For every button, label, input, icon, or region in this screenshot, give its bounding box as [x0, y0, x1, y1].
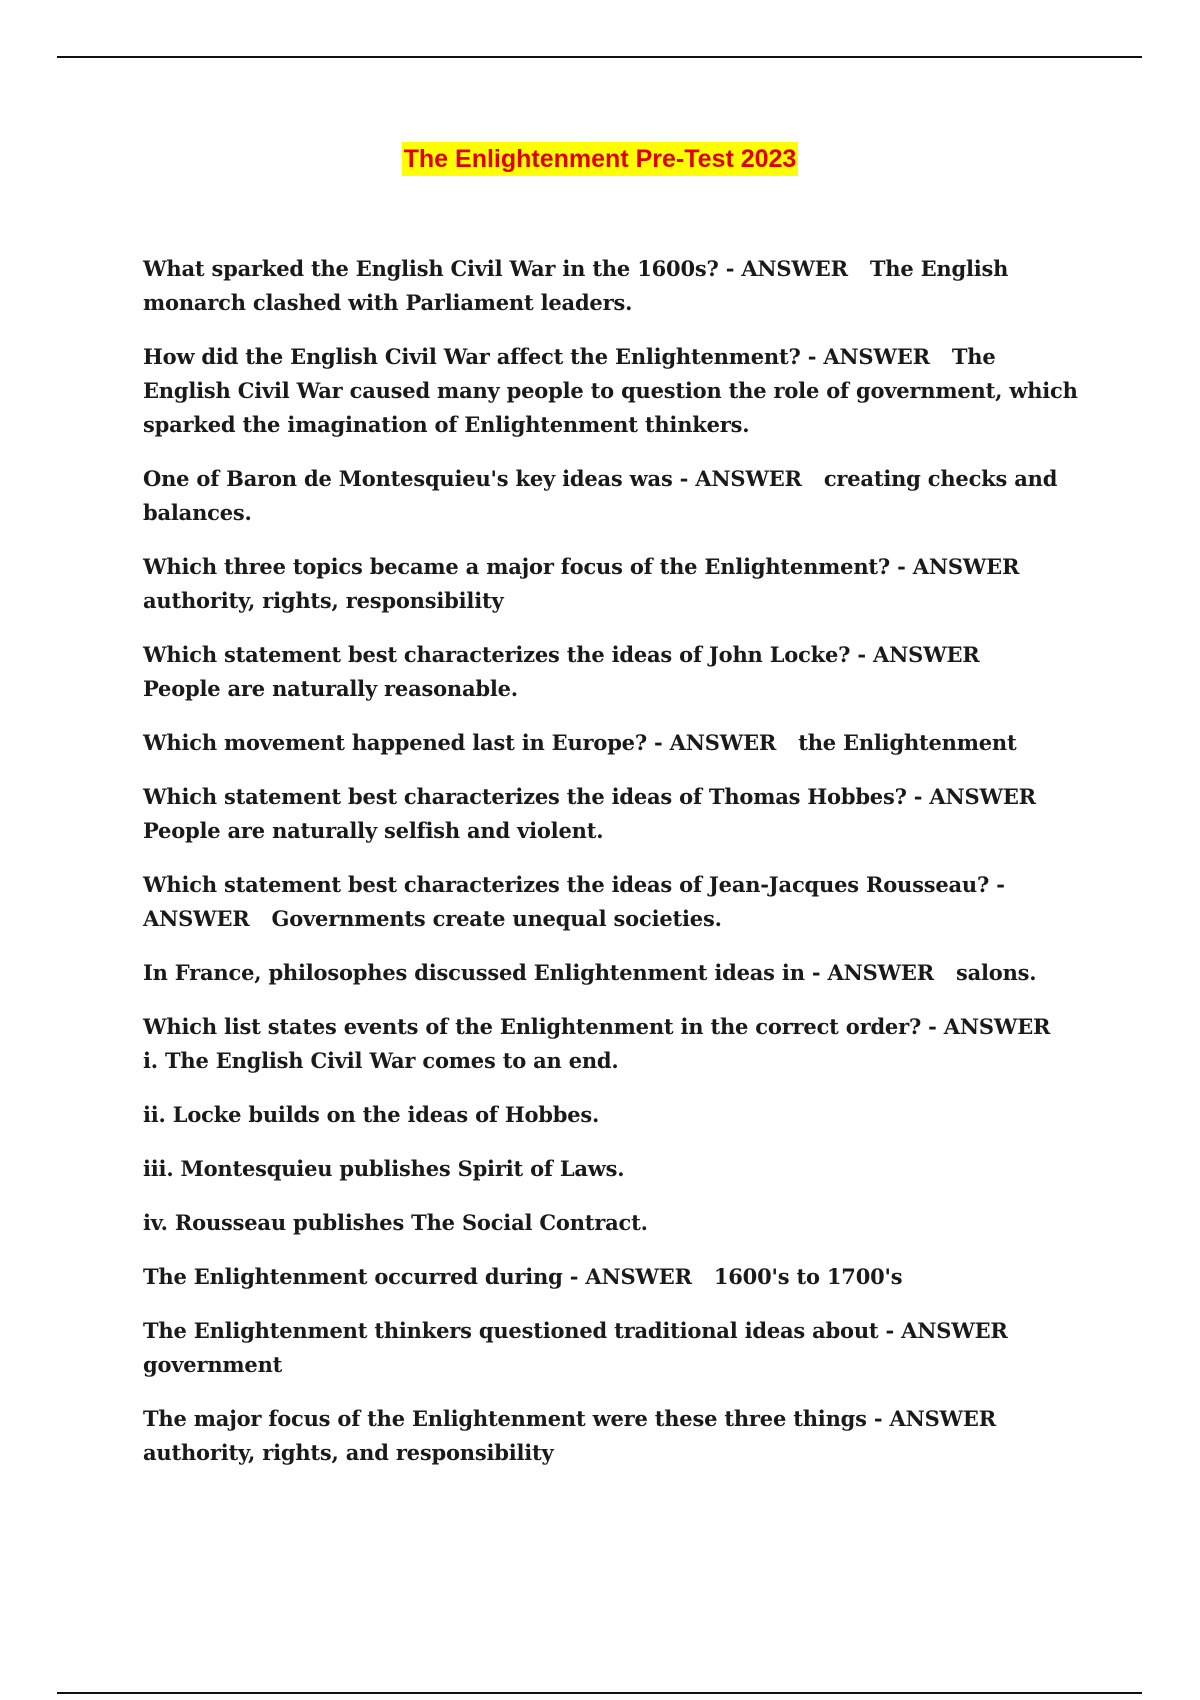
- question-text: How did the English Civil War affect the Enlightenment? - ANSWER: [143, 344, 930, 369]
- question-text: The major focus of the Enlightenment were these three things - ANSWER: [143, 1406, 996, 1431]
- question-text: One of Baron de Montesquieu's key ideas was - ANSWER: [143, 466, 802, 491]
- qa-list: [143, 252, 1078, 1490]
- qa-item: [143, 252, 1078, 320]
- qa-item: [143, 550, 1078, 618]
- question-text: In France, philosophes discussed Enlightenment ideas in - ANSWER: [143, 960, 934, 985]
- answer-text: authority, rights, responsibility: [143, 588, 504, 613]
- answer-text: government: [143, 1352, 283, 1377]
- answer-text: iii. Montesquieu publishes Spirit of Laws.: [143, 1156, 625, 1181]
- question-text: The Enlightenment thinkers questioned traditional ideas about - ANSWER: [143, 1318, 1008, 1343]
- answer-text: 1600's to 1700's: [713, 1264, 903, 1289]
- qa-item: [143, 1402, 1078, 1470]
- answer-text: salons.: [956, 960, 1037, 985]
- title-container: [0, 142, 1200, 176]
- answer-text: The English Civil War caused many people to question the role of government, which sparked the imagination of Enlightenment thinkers.: [143, 344, 1078, 437]
- document-title: The Enlightenment Pre-Test 2023: [402, 142, 799, 176]
- qa-item: [143, 1314, 1078, 1382]
- answer-text: People are naturally selfish and violent.: [143, 818, 604, 843]
- question-text: Which statement best characterizes the ideas of Jean-Jacques Rousseau? - ANSWER: [143, 872, 1005, 931]
- question-text: Which list states events of the Enlightenment in the correct order? - ANSWER: [143, 1014, 1051, 1039]
- question-text: Which statement best characterizes the ideas of John Locke? - ANSWER: [143, 642, 980, 667]
- qa-item: [143, 726, 1078, 760]
- question-text: Which movement happened last in Europe? - ANSWER: [143, 730, 777, 755]
- answer-text: ii. Locke builds on the ideas of Hobbes.: [143, 1102, 600, 1127]
- answer-text: creating checks and balances.: [143, 466, 1058, 525]
- question-text: Which three topics became a major focus of the Enlightenment? - ANSWER: [143, 554, 1020, 579]
- qa-item: [143, 462, 1078, 530]
- answer-text: i. The English Civil War comes to an end.: [143, 1048, 619, 1073]
- answer-text: authority, rights, and responsibility: [143, 1440, 554, 1465]
- qa-item: [143, 1010, 1078, 1078]
- qa-item: [143, 868, 1078, 936]
- qa-item: [143, 638, 1078, 706]
- answer-text: iv. Rousseau publishes The Social Contract.: [143, 1210, 648, 1235]
- question-text: The Enlightenment occurred during - ANSWER: [143, 1264, 692, 1289]
- bottom-rule: [57, 1692, 1142, 1694]
- list-item: [143, 1152, 1078, 1186]
- list-item: [143, 1206, 1078, 1240]
- list-item: [143, 1098, 1078, 1132]
- qa-item: [143, 780, 1078, 848]
- qa-item: [143, 1260, 1078, 1294]
- top-rule: [57, 56, 1142, 58]
- question-text: What sparked the English Civil War in the 1600s? - ANSWER: [143, 256, 848, 281]
- qa-item: [143, 956, 1078, 990]
- answer-text: People are naturally reasonable.: [143, 676, 518, 701]
- answer-text: Governments create unequal societies.: [271, 906, 722, 931]
- qa-item: [143, 340, 1078, 442]
- answer-text: The English monarch clashed with Parliament leaders.: [143, 256, 1009, 315]
- question-text: Which statement best characterizes the ideas of Thomas Hobbes? - ANSWER: [143, 784, 1036, 809]
- answer-text: the Enlightenment: [798, 730, 1017, 755]
